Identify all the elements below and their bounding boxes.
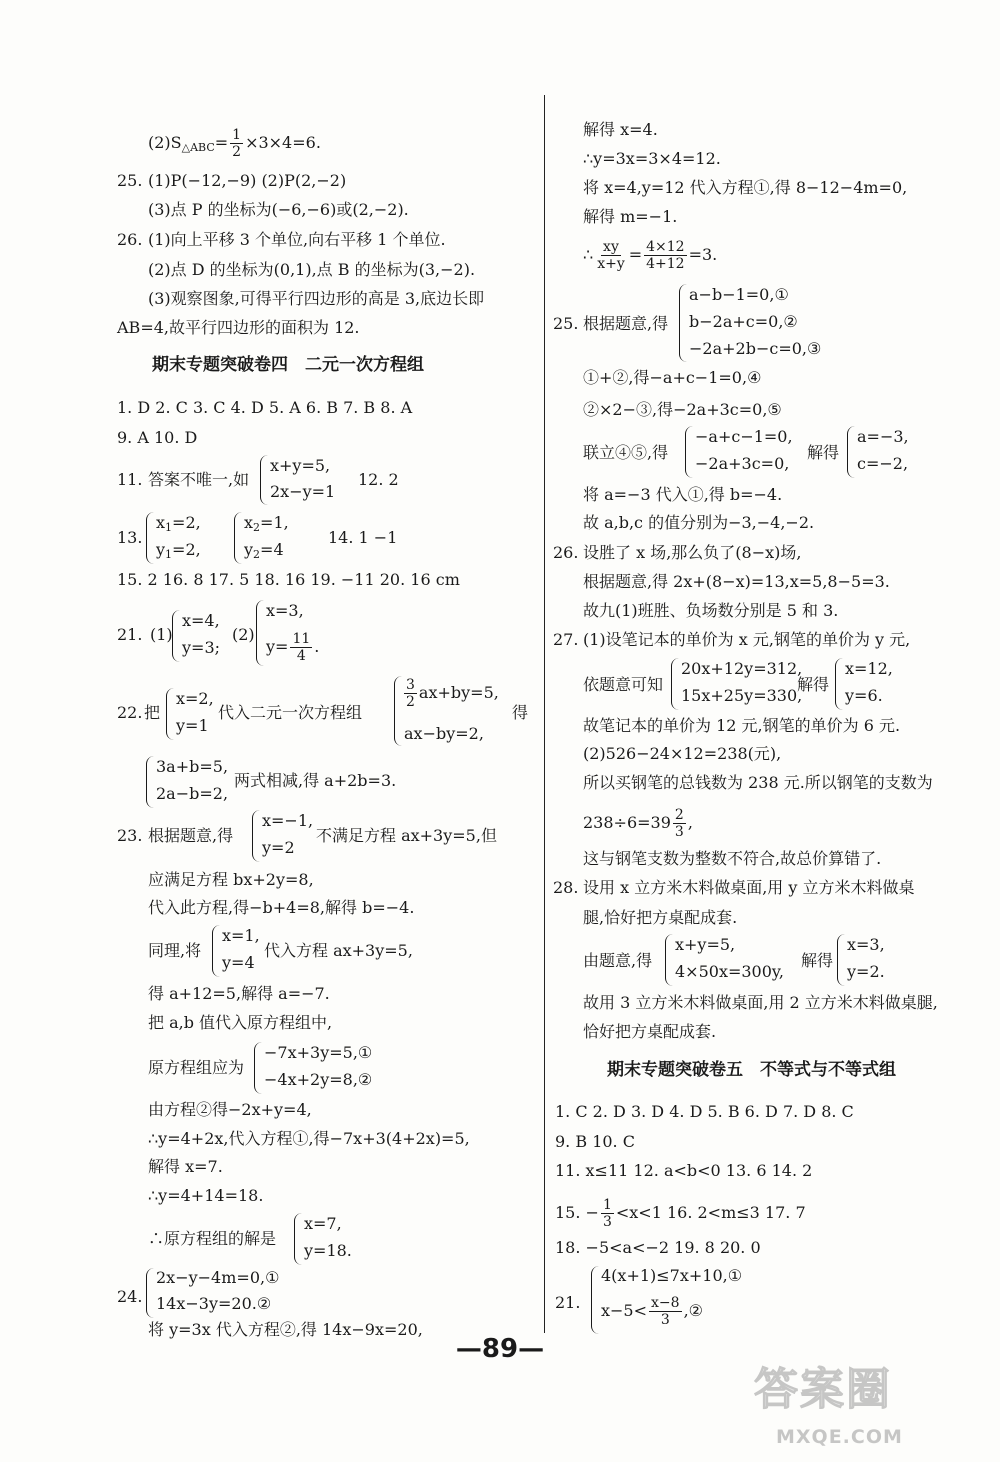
equation-system: x+y=5, 2x−y=1 [260, 455, 370, 505]
fraction-expression: ∴ $\frac{xy}{x+y}$ = $\frac{4\times 12}{4+12}$ =3. [583, 239, 718, 272]
answer-line: 18. −5<a<−2 19. 8 20. 0 [555, 1238, 761, 1257]
q26-line: (3)观察图象,可得平行四边形的高是 3,底边长即 [148, 289, 485, 308]
equation-system: a=−3, c=−2, [847, 426, 927, 478]
q26-line: (2)点 D 的坐标为(0,1),点 B 的坐标为(3,−2). [148, 260, 476, 279]
q21-num: 21. [117, 625, 143, 644]
answer-line: 1. D 2. C 3. C 4. D 5. A 6. B 7. B 8. A [117, 398, 413, 417]
q11-text: 答案不唯一,如 [148, 470, 250, 489]
q26-line: AB=4,故平行四边形的面积为 12. [117, 318, 360, 337]
equation-system: x=1, y=4 [212, 925, 272, 977]
equation-system: x=3, y= $\frac{11}{4}$ . [256, 600, 336, 666]
equation-system: 2x−y−4m=0,① 14x−3y=20.② [146, 1268, 306, 1318]
equation-system: x=4, y=3; [172, 610, 242, 662]
equation-system: x=7, y=18. [294, 1213, 364, 1265]
q25-num: 25. [117, 171, 143, 190]
equation-system: x=12, y=6. [835, 658, 905, 710]
answer-line: 1. C 2. D 3. D 4. D 5. B 6. D 7. D 8. C [555, 1102, 854, 1121]
section-heading-5: 期末专题突破卷五 不等式与不等式组 [607, 1060, 896, 1080]
equation-system: x=2, y=1 [166, 688, 226, 740]
answer-line: 15. 2 16. 8 17. 5 18. 16 19. −11 20. 16 cm [117, 570, 460, 589]
section-heading-4: 期末专题突破卷四 二元一次方程组 [152, 355, 424, 375]
q27-num: 27. [553, 630, 579, 649]
equation-system: −a+c−1=0, −2a+3c=0, [685, 426, 795, 478]
fraction: $\frac{1}{2}$ [232, 127, 242, 160]
equation-system: $x_2=1$, $y_2=4$ [234, 512, 314, 564]
q21-num: 21. [555, 1293, 581, 1312]
page-number: —89— [455, 1334, 545, 1364]
q24-prev-line: $(2)S_{\triangle ABC}=$ $\frac{1}{2}$ ×3×4=6. [148, 127, 321, 160]
answer-line: 9. A 10. D [117, 428, 198, 447]
equation-system: $\frac{3}{2}$ ax+by=5, ax−by=2, [394, 676, 514, 746]
q13-num: 13. [117, 528, 143, 547]
equation-system: a−b−1=0,① b−2a+c=0,② −2a+2b−c=0,③ [679, 284, 859, 362]
equation-system: 20x+12y=312, 15x+25y=330, [671, 658, 801, 710]
q23-num: 23. [117, 826, 143, 845]
right-column: 解得 x=4. ∴y=3x=3×4=12. 将 x=4,y=12 代入方程①,得 8−12−4m=0, 解得 m=−1. ∴ $\frac{xy}{x+y}$ = $\frac{4\times 12}{4+12}$ =3. 25. 根据题意,得 a−b−1=0,① b−2a+c=0,② −2a+2b−c=0,③ ①+②,得−a+c−1=0,④ ②×2−③,得−2a+3c=0,⑤ 联立④⑤,得 −a+c−1=0, −2a+3c=0, 解得 a=−3, c=−2, 将 a=−3 代入①,得 b=−4. 故 a,b,c 的值分别为−3,−4,−2. 26. 设胜了 x 场,那么负了(8−x)场, 根据题意,得 2x+(8−x)=13,x=5,8−5=3. 故九(1)班胜、负场数分别是 5 和 3. 27. (1)设笔记本的单价为 x 元,钢笔的单价为 y 元, 依题意可知 20x+12y=312, 15x+25y=330, 解得 x=12, y=6. 故笔记本的单价为 12 元,钢笔的单价为 6 元. (2)526−24×12=238(元), 所以买钢笔的总钱数为 238 元.所以钢笔的支数为 238÷6=39 $\frac{2}{3}$ , 这与钢笔支数为整数不符合,故总价算错了. 28. 设用 x 立方米木料做桌面,用 y 立方米木料做桌 腿,恰好把方桌配成套. 由题意,得 x+y=5, 4×50x=300y, 解得 x=3, y=2. 故用 3 立方米木料做桌面,用 2 立方米木料做桌腿, 恰好把方桌配成套. 期末专题突破卷五 不等式与不等式组 1. C 2. D 3. D 4. D 5. B 6. D 7. D 8. C 9. B 10. C 11. x≤11 12. a<b<0 13. 6 14. 2 15. − $\frac{1}{3}$ <x<1 16. 2<m≤3 17. 7 18. −5<a<−2 19. 8 20. 0 21. 4(x+1)≤7x+10,① x−5< $\frac{x-8}{3}$ ,② [545, 0, 1000, 1462]
q26-line: (1)向上平移 3 个单位,向右平移 1 个单位. [148, 230, 446, 249]
q22-num: 22. [117, 703, 143, 722]
answer-line: 9. B 10. C [555, 1132, 635, 1151]
equation-system: x=3, y=2. [837, 934, 907, 986]
q25-line: (1)P(−12,−9) (2)P(2,−2) [148, 171, 347, 190]
equation-system: x=−1, y=2 [252, 810, 322, 862]
q26-num: 26. [117, 230, 143, 249]
q11-num: 11. [117, 470, 143, 489]
equation-system: −7x+3y=5,① −4x+2y=8,② [254, 1042, 404, 1094]
answer-line: 11. x≤11 12. a<b<0 13. 6 14. 2 [555, 1161, 813, 1180]
equation-system: 4(x+1)≤7x+10,① x−5< $\frac{x-8}{3}$ ,② [591, 1266, 761, 1334]
q26-num: 26. [553, 543, 579, 562]
q24-num: 24. [117, 1287, 143, 1306]
equation-system: x+y=5, 4×50x=300y, [665, 934, 795, 986]
q28-num: 28. [553, 878, 579, 897]
equation-system: 3a+b=5, 2a−b=2, [146, 756, 246, 808]
answer-text: 14. 1 −1 [328, 528, 398, 547]
answer-text: 12. 2 [358, 470, 399, 489]
mixed-number-line: 238÷6=39 $\frac{2}{3}$ , [583, 807, 693, 840]
answer-line: 15. − $\frac{1}{3}$ <x<1 16. 2<m≤3 17. 7 [555, 1197, 806, 1230]
watermark-logo: 答案圈 MXQE.COM [754, 1364, 903, 1448]
left-column: $(2)S_{\triangle ABC}=$ $\frac{1}{2}$ ×3×4=6. 25. (1)P(−12,−9) (2)P(2,−2) (3)点 P 的坐标为(−6,−6)或(2,−2). 26. (1)向上平移 3 个单位,向右平移 1 个单位. (2)点 D 的坐标为(0,1),点 B 的坐标为(3,−2). (3)观察图象,可得平行四边形的高是 3,底边长即 AB=4,故平行四边形的面积为 12. 期末专题突破卷四 二元一次方程组 1. D 2. C 3. C 4. D 5. A 6. B 7. B 8. A 9. A 10. D 11. 答案不唯一,如 x+y=5, 2x−y=1 12. 2 13. $x_1=2$, $y_1=2$, $x_2=1$, $y_2=4$ 14. 1 −1 15. 2 16. 8 17. 5 18. 16 19. −11 20. 16 cm 21. (1) x=4, y=3; (2) x=3, y= $\frac{11}{4}$ . 22. 把 x=2, y=1 代入二元一次方程组 $\frac{3}{2}$ ax+by=5, ax−by=2, 得 3a+b=5, 2a−b=2, 两式相减,得 a+2b=3. 23. 根据题意,得 x=−1, y=2 不满足方程 ax+3y=5,但 应满足方程 bx+2y=8, 代入此方程,得−b+4=8,解得 b=−4. 同理,将 x=1, y=4 代入方程 ax+3y=5, 得 a+12=5,解得 a=−7. 把 a,b 值代入原方程组中, 原方程组应为 −7x+3y=5,① −4x+2y=8,② 由方程②得−2x+y=4, ∴y=4+2x,代入方程①,得−7x+3(4+2x)=5, 解得 x=7. ∴y=4+14=18. ∴原方程组的解是 x=7, y=18. 24. 2x−y−4m=0,① 14x−3y=20.② 将 y=3x 代入方程②,得 14x−9x=20, [117, 127, 529, 1339]
q25-line: (3)点 P 的坐标为(−6,−6)或(2,−2). [148, 200, 409, 219]
equation-system: $x_1=2$, $y_1=2$, [146, 512, 226, 564]
q25-num: 25. [553, 314, 579, 333]
